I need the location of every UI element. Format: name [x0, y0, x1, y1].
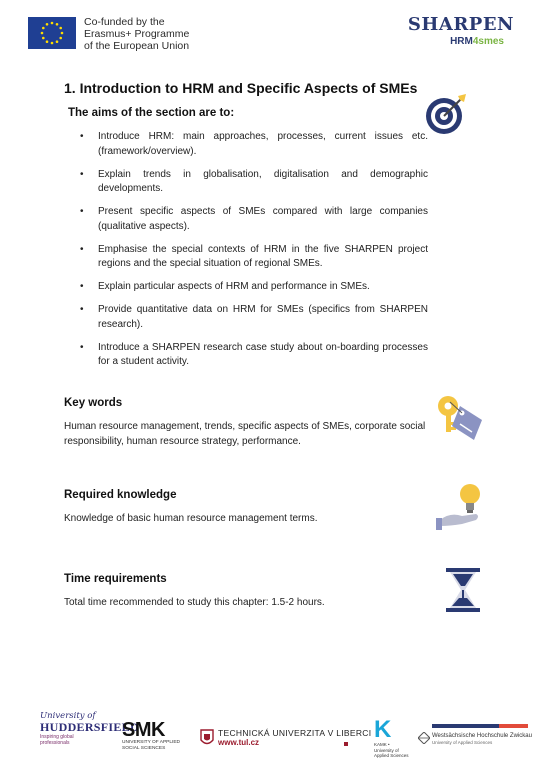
huddersfield-line-1: University of: [40, 711, 96, 721]
time-heading: Time requirements: [64, 573, 167, 585]
tul-square: [344, 742, 348, 746]
huddersfield-line-2: HUDDERSFIELD: [40, 720, 139, 734]
smk-line-2: SOCIAL SCIENCES: [122, 745, 166, 751]
keywords-heading: Key words: [64, 397, 123, 409]
eu-funding-text: [84, 16, 189, 52]
eu-line-1: Co-funded by the: [84, 16, 165, 28]
aim-item: • Present specific aspects of SMEs compared with large companies (qualitative aspects).: [80, 205, 428, 234]
eu-flag-icon: [28, 17, 76, 49]
kamk-mark: K: [374, 716, 392, 743]
hrm4-four: 4: [472, 36, 479, 47]
aim-item: • Introduce a SHARPEN research case study about on-boarding processes for a student activity.: [80, 341, 428, 370]
aims-heading: The aims of the section are to:: [68, 107, 235, 119]
eu-line-3: of the European Union: [84, 40, 190, 52]
smk-line-1: UNIVERSITY OF APPLIED: [122, 740, 181, 745]
whz-mark-icon: [418, 731, 430, 743]
hrm4-suffix: smes: [478, 36, 504, 47]
page-title: 1. Introduction to HRM and Specific Aspects of SMEs: [64, 80, 418, 96]
aim-item: • Explain particular aspects of HRM and performance in SMEs.: [80, 280, 428, 295]
target-icon: [424, 92, 468, 136]
whz-bar: [432, 724, 528, 728]
key-tag-icon: [434, 392, 484, 444]
whz-name: Westsächsische Hochschule Zwickau: [432, 733, 532, 739]
whz-logo: [418, 724, 532, 745]
huddersfield-logo: [40, 711, 139, 746]
aims-list: [80, 130, 428, 378]
lightbulb-hand-icon: [436, 480, 486, 532]
keywords-text: Human resource management, trends, specific aspects of SMEs, corporate social responsibility, human resource strategy, performance.: [64, 421, 426, 447]
tul-url: www.tul.cz: [218, 738, 260, 747]
aim-item: • Introduce HRM: main approaches, processes, current issues etc. (framework/overview).: [80, 130, 428, 159]
eu-line-2: Erasmus+ Programme: [84, 28, 190, 40]
hrm4smes-logo: [450, 36, 504, 47]
tul-emblem-icon: [200, 729, 214, 747]
tul-logo: [200, 728, 371, 748]
aim-item: • Emphasise the special contexts of HRM in the five SHARPEN project regions and the special situation of regional SMEs.: [80, 243, 428, 272]
time-text: Total time recommended to study this chapter: 1.5-2 hours.: [64, 597, 325, 608]
hrm4-prefix: HRM: [450, 36, 473, 47]
sharpen-logo: SHARPEN: [407, 14, 514, 35]
required-heading: Required knowledge: [64, 489, 177, 501]
kamk-name: KAMK • University of Applied Sciences: [374, 742, 409, 758]
required-text: Knowledge of basic human resource management terms.: [64, 513, 318, 524]
tul-name: TECHNICKÁ UNIVERZITA V LIBERCI: [218, 728, 372, 738]
hourglass-icon: [440, 566, 490, 618]
smk-mark: SMK: [122, 719, 165, 741]
smk-logo: [122, 720, 180, 751]
kamk-logo: [374, 718, 410, 759]
aim-item: • Explain trends in globalisation, digitalisation and demographic developments.: [80, 168, 428, 197]
whz-sub: University of Applied Sciences: [432, 740, 493, 745]
huddersfield-line-3: Inspiring global professionals: [40, 734, 74, 746]
aim-item: • Provide quantitative data on HRM for SMEs (specifics from SHARPEN research).: [80, 303, 428, 332]
